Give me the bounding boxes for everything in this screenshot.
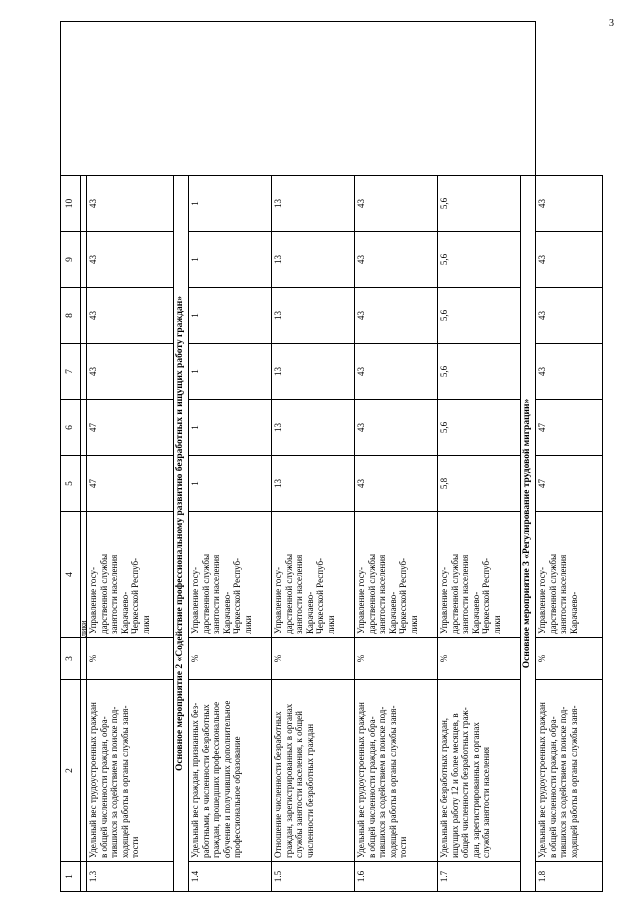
unit-cell: %: [87, 638, 174, 680]
value-cell: 1: [189, 456, 272, 512]
value-cell: 43: [87, 288, 174, 344]
value-cell: 47: [536, 456, 603, 512]
indicator-name: Удельный вес безработных граждан, ищущих работу 12 и более месяцев, в общей численности безработных граж- дан, зарегистрированных в органах службы занятости населения: [438, 680, 521, 862]
right-margin-cell: [61, 22, 536, 176]
value-cell: 43: [355, 176, 438, 232]
responsible-cell: Управление госу- дарственной службы занятости населения Карачаево- Черкесской Респуб- лики: [272, 512, 355, 638]
value-cell: 5,6: [438, 344, 521, 400]
value-cell: 13: [272, 456, 355, 512]
value-cell: 1: [189, 176, 272, 232]
indicator-name: Удельный вес трудоустроенных граждан в общей численности граждан, обра- тившихся за содействием в поиске под- ходящей работы в органы службы заня- тости: [355, 680, 438, 862]
row-number: 1.5: [272, 862, 355, 892]
indicators-table: [60, 21, 603, 892]
header-cell: 2: [61, 680, 81, 862]
value-cell: 47: [87, 456, 174, 512]
value-cell: 43: [87, 176, 174, 232]
value-cell: 13: [272, 288, 355, 344]
value-cell: 43: [355, 344, 438, 400]
indicator-name: Отношение численности безработных граждан, зарегистрированных в органах службы занятости населения, к общей численности безработных граждан: [272, 680, 355, 862]
value-cell: 13: [272, 232, 355, 288]
header-row: [61, 22, 81, 892]
responsible-cell: Управление госу- дарственной службы занятости населения Карачаево- Черкесской Респуб- лики: [87, 512, 174, 638]
value-cell: 5,6: [438, 288, 521, 344]
header-cell: 4: [61, 512, 81, 638]
table-row: [536, 22, 603, 892]
row-number: 1.3: [87, 862, 174, 892]
value-cell: 1: [189, 400, 272, 456]
header-cell: 9: [61, 232, 81, 288]
value-cell: 13: [272, 176, 355, 232]
value-cell: 43: [355, 400, 438, 456]
indicator-name: Удельный вес трудоустроенных граждан в общей численности граждан, обра- тившихся за содействием в поиске под- ходящей работы в органы службы заня-: [536, 680, 603, 862]
header-cell: 8: [61, 288, 81, 344]
value-cell: 1: [189, 344, 272, 400]
value-cell: 43: [87, 232, 174, 288]
responsible-cell: Управление госу- дарственной службы занятости населения Карачаево-: [536, 512, 603, 638]
header-cell: 3: [61, 638, 81, 680]
responsible-cell: Управление госу- дарственной службы занятости населения Карачаево- Черкесской Респуб- лики: [189, 512, 272, 638]
value-cell: 43: [536, 344, 603, 400]
carryover-text: лики: [81, 512, 87, 638]
unit-cell: %: [536, 638, 603, 680]
indicator-name: Удельный вес трудоустроенных граждан в общей численности граждан, обра- тившихся за содействием в поиске под- ходящей работы в органы службы заня- тости: [87, 680, 174, 862]
row-number: 1.6: [355, 862, 438, 892]
row-number: 1.8: [536, 862, 603, 892]
value-cell: 43: [536, 176, 603, 232]
unit-cell: %: [272, 638, 355, 680]
value-cell: 5,6: [438, 176, 521, 232]
unit-cell: %: [438, 638, 521, 680]
header-cell: 5: [61, 456, 81, 512]
value-cell: 43: [355, 232, 438, 288]
header-cell: 10: [61, 176, 81, 232]
header-cell: 6: [61, 400, 81, 456]
rotated-page: [60, 22, 579, 892]
value-cell: 43: [355, 456, 438, 512]
value-cell: 43: [536, 232, 603, 288]
page-number: 3: [609, 18, 614, 29]
value-cell: 1: [189, 288, 272, 344]
value-cell: 43: [355, 288, 438, 344]
responsible-cell: Управление госу- дарственной службы занятости населения Карачаево- Черкесской Респуб- лики: [438, 512, 521, 638]
row-number: 1.4: [189, 862, 272, 892]
value-cell: 1: [189, 232, 272, 288]
value-cell: 43: [536, 288, 603, 344]
section-title: Основное мероприятие 3 «Регулирование трудовой миграции»: [521, 176, 536, 892]
value-cell: 5,6: [438, 232, 521, 288]
responsible-cell: Управление госу- дарственной службы занятости населения Карачаево- Черкесской Респуб- лики: [355, 512, 438, 638]
unit-cell: %: [355, 638, 438, 680]
value-cell: 13: [272, 344, 355, 400]
value-cell: 47: [87, 400, 174, 456]
value-cell: 13: [272, 400, 355, 456]
row-number: 1.7: [438, 862, 521, 892]
value-cell: 5,8: [438, 456, 521, 512]
indicator-name: Удельный вес граждан, признанных без- работными, в численности безработных граждан, прошедших профессиональное обучение и получивших дополнительное профессиональное образование: [189, 680, 272, 862]
header-cell: 7: [61, 344, 81, 400]
section-title: Основное мероприятие 2 «Содействие профессиональному развитию безработных и ищущих работу граждан»: [174, 176, 189, 892]
value-cell: 43: [87, 344, 174, 400]
value-cell: 5,6: [438, 400, 521, 456]
unit-cell: %: [189, 638, 272, 680]
header-cell: 1: [61, 862, 81, 892]
value-cell: 47: [536, 400, 603, 456]
